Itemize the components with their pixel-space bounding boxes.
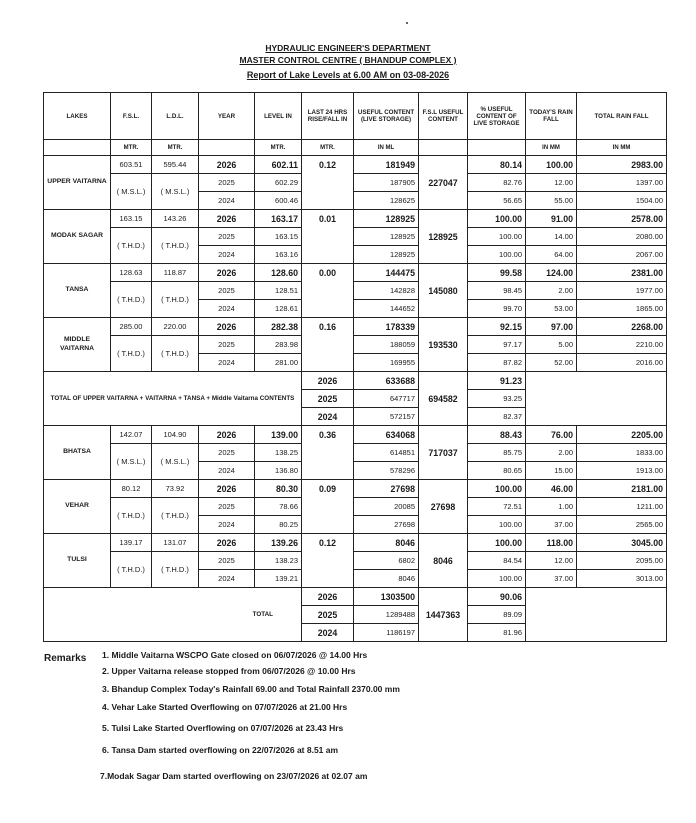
column-header-lakes: LAKES [44,93,111,140]
column-header-fsl-useful: F.S.L USEFUL CONTENT [419,93,468,140]
percent-useful: 100.00 [468,570,526,588]
fsl-value: 603.51 [111,156,152,174]
fsl-useful-content: 227047 [419,156,468,210]
total-rainfall: 2067.00 [577,246,667,264]
column-header-pct: % USEFUL CONTENT OF LIVE STORAGE [468,93,526,140]
year-value: 2025 [199,228,255,246]
remark-item: 3. Bhandup Complex Today's Rainfall 69.00 and Total Rainfall 2370.00 mm [102,684,400,694]
today-rainfall: 124.00 [526,264,577,282]
rise-fall-value: 0.36 [302,426,354,480]
fsl-value: 142.07 [111,426,152,444]
fsl-value: 128.63 [111,264,152,282]
total-rainfall: 3013.00 [577,570,667,588]
level-value: 139.26 [255,534,302,552]
useful-content-value: 27698 [354,480,419,498]
total-rainfall: 2016.00 [577,354,667,372]
today-rainfall: 15.00 [526,462,577,480]
datum-label: ( T.H.D.) [152,498,199,534]
year-value: 2024 [199,462,255,480]
percent-useful: 99.70 [468,300,526,318]
unit-cell: IN MM [577,140,667,156]
total-rainfall: 1913.00 [577,462,667,480]
scan-speck [406,22,408,24]
percent-useful: 91.23 [468,372,526,390]
level-value: 600.46 [255,192,302,210]
year-value: 2026 [199,480,255,498]
column-header-year: YEAR [199,93,255,140]
percent-useful: 84.54 [468,552,526,570]
year-value: 2025 [199,498,255,516]
unit-cell [419,140,468,156]
grand-total-row [44,588,667,606]
level-value: 602.29 [255,174,302,192]
today-rainfall: 76.00 [526,426,577,444]
level-value: 282.38 [255,318,302,336]
year-value: 2024 [199,246,255,264]
level-value: 138.23 [255,552,302,570]
table-row [44,264,667,282]
percent-useful: 72.51 [468,498,526,516]
percent-useful: 87.82 [468,354,526,372]
table-row [44,480,667,498]
table-row [44,174,667,192]
datum-label: ( T.H.D.) [152,336,199,372]
department-title: HYDRAULIC ENGINEER'S DEPARTMENT [265,43,431,53]
percent-useful: 98.45 [468,282,526,300]
total-rainfall: 2268.00 [577,318,667,336]
unit-cell: IN MM [526,140,577,156]
ldl-value: 118.87 [152,264,199,282]
lake-name: VEHAR [44,480,111,534]
table-row [44,156,667,174]
useful-content-value: 169955 [354,354,419,372]
today-rainfall: 118.00 [526,534,577,552]
year-value: 2024 [302,624,354,642]
today-rainfall: 1.00 [526,498,577,516]
fsl-useful-content: 694582 [419,372,468,426]
column-header-rise: LAST 24 HRS RISE/FALL IN [302,93,354,140]
level-value: 128.61 [255,300,302,318]
today-rainfall: 52.00 [526,354,577,372]
datum-label: ( T.H.D.) [111,552,152,588]
level-value: 163.15 [255,228,302,246]
useful-content-value: 647717 [354,390,419,408]
percent-useful: 56.65 [468,192,526,210]
grand-total-label: TOTAL [44,588,302,642]
datum-label: ( T.H.D.) [152,552,199,588]
datum-label: ( T.H.D.) [111,282,152,318]
today-rainfall: 100.00 [526,156,577,174]
table-row [44,498,667,516]
year-value: 2025 [199,174,255,192]
remark-item: 7.Modak Sagar Dam started overflowing on 23/07/2026 at 02.07 am [100,771,368,781]
ldl-value: 104.90 [152,426,199,444]
total-rainfall: 2210.00 [577,336,667,354]
year-value: 2024 [199,570,255,588]
ldl-value: 595.44 [152,156,199,174]
fsl-useful-content: 145080 [419,264,468,318]
percent-useful: 92.15 [468,318,526,336]
total-rainfall: 2578.00 [577,210,667,228]
ldl-value: 220.00 [152,318,199,336]
level-value: 80.25 [255,516,302,534]
useful-content-value: 1303500 [354,588,419,606]
lake-name: UPPER VAITARNA [44,156,111,210]
total-rainfall: 1833.00 [577,444,667,462]
subtotal-row [44,372,667,390]
today-rainfall: 12.00 [526,552,577,570]
table-row [44,228,667,246]
lake-name: MODAK SAGAR [44,210,111,264]
rise-fall-value: 0.00 [302,264,354,318]
total-rainfall: 2983.00 [577,156,667,174]
fsl-useful-content: 193530 [419,318,468,372]
level-value: 128.51 [255,282,302,300]
column-header-level: LEVEL IN [255,93,302,140]
level-value: 136.80 [255,462,302,480]
today-rainfall: 53.00 [526,300,577,318]
year-value: 2024 [199,300,255,318]
level-value: 281.00 [255,354,302,372]
table-row [44,282,667,300]
today-rainfall: 37.00 [526,570,577,588]
column-header-useful: USEFUL CONTENT (LIVE STORAGE) [354,93,419,140]
useful-content-value: 144652 [354,300,419,318]
useful-content-value: 187905 [354,174,419,192]
year-value: 2026 [199,210,255,228]
today-rainfall: 14.00 [526,228,577,246]
unit-cell [44,140,111,156]
percent-useful: 85.75 [468,444,526,462]
fsl-useful-content: 27698 [419,480,468,534]
level-value: 78.66 [255,498,302,516]
datum-label: ( T.H.D.) [152,228,199,264]
table-row [44,426,667,444]
total-rainfall: 2381.00 [577,264,667,282]
total-rainfall: 2205.00 [577,426,667,444]
year-value: 2024 [199,516,255,534]
level-value: 139.21 [255,570,302,588]
fsl-useful-content: 1447363 [419,588,468,642]
percent-useful: 100.00 [468,210,526,228]
column-header-ldl: L.D.L. [152,93,199,140]
column-header-fsl: F.S.L. [111,93,152,140]
table-units-row [44,140,667,156]
level-value: 138.25 [255,444,302,462]
percent-useful: 80.14 [468,156,526,174]
year-value: 2026 [199,264,255,282]
datum-label: ( T.H.D.) [111,228,152,264]
today-rainfall: 2.00 [526,282,577,300]
percent-useful: 100.00 [468,534,526,552]
table-row [44,336,667,354]
today-rainfall: 91.00 [526,210,577,228]
year-value: 2025 [199,282,255,300]
year-value: 2025 [199,336,255,354]
ldl-value: 73.92 [152,480,199,498]
lake-name: MIDDLE VAITARNA [44,318,111,372]
percent-useful: 100.00 [468,246,526,264]
lake-levels-table [43,92,667,642]
fsl-value: 80.12 [111,480,152,498]
centre-title: MASTER CONTROL CENTRE ( BHANDUP COMPLEX ) [239,55,457,65]
percent-useful: 89.09 [468,606,526,624]
useful-content-value: 614851 [354,444,419,462]
lake-name: TULSI [44,534,111,588]
percent-useful: 88.43 [468,426,526,444]
year-value: 2026 [199,318,255,336]
useful-content-value: 128625 [354,192,419,210]
datum-label: ( T.H.D.) [111,498,152,534]
unit-cell: MTR. [302,140,354,156]
fsl-value: 163.15 [111,210,152,228]
unit-cell [468,140,526,156]
useful-content-value: 8046 [354,534,419,552]
remark-item: 5. Tulsi Lake Started Overflowing on 07/07/2026 at 23.43 Hrs [102,723,344,733]
ldl-value: 131.07 [152,534,199,552]
datum-label: ( M.S.L.) [111,444,152,480]
total-rainfall: 1504.00 [577,192,667,210]
rise-fall-value: 0.09 [302,480,354,534]
column-header-today-rain: TODAY'S RAIN FALL [526,93,577,140]
datum-label: ( T.H.D.) [152,282,199,318]
unit-cell [199,140,255,156]
today-rainfall: 97.00 [526,318,577,336]
total-rainfall: 1211.00 [577,498,667,516]
datum-label: ( M.S.L.) [111,174,152,210]
rise-fall-value: 0.01 [302,210,354,264]
total-rainfall: 2080.00 [577,228,667,246]
ldl-value: 143.26 [152,210,199,228]
useful-content-value: 128925 [354,246,419,264]
level-value: 139.00 [255,426,302,444]
fsl-value: 139.17 [111,534,152,552]
table-row [44,534,667,552]
percent-useful: 100.00 [468,516,526,534]
year-value: 2025 [199,552,255,570]
percent-useful: 99.58 [468,264,526,282]
percent-useful: 100.00 [468,480,526,498]
empty-cell [526,588,667,642]
remarks-title: Remarks [44,653,87,664]
useful-content-value: 27698 [354,516,419,534]
table-row [44,444,667,462]
percent-useful: 80.65 [468,462,526,480]
remark-item: 2. Upper Vaitarna release stopped from 06/07/2026 @ 10.00 Hrs [102,666,356,676]
useful-content-value: 142828 [354,282,419,300]
year-value: 2024 [302,408,354,426]
percent-useful: 82.37 [468,408,526,426]
fsl-useful-content: 128925 [419,210,468,264]
table-header-row [44,93,667,140]
unit-cell: IN ML [354,140,419,156]
report-title: Report of Lake Levels at 6.00 AM on 03-08-2026 [246,70,450,80]
level-value: 80.30 [255,480,302,498]
lake-name: BHATSA [44,426,111,480]
useful-content-value: 634068 [354,426,419,444]
year-value: 2024 [199,354,255,372]
percent-useful: 81.96 [468,624,526,642]
useful-content-value: 188059 [354,336,419,354]
remark-item: 4. Vehar Lake Started Overflowing on 07/07/2026 at 21.00 Hrs [102,702,348,712]
fsl-useful-content: 8046 [419,534,468,588]
datum-label: ( M.S.L.) [152,174,199,210]
datum-label: ( M.S.L.) [152,444,199,480]
total-rainfall: 2565.00 [577,516,667,534]
unit-cell: MTR. [111,140,152,156]
rise-fall-value: 0.12 [302,156,354,210]
level-value: 283.98 [255,336,302,354]
table-row [44,210,667,228]
total-rainfall: 2181.00 [577,480,667,498]
today-rainfall: 12.00 [526,174,577,192]
today-rainfall: 5.00 [526,336,577,354]
today-rainfall: 55.00 [526,192,577,210]
total-rainfall: 3045.00 [577,534,667,552]
empty-cell [526,372,667,426]
useful-content-value: 128925 [354,228,419,246]
year-value: 2025 [302,390,354,408]
useful-content-value: 578296 [354,462,419,480]
year-value: 2026 [199,534,255,552]
level-value: 602.11 [255,156,302,174]
percent-useful: 82.76 [468,174,526,192]
lake-name: TANSA [44,264,111,318]
year-value: 2026 [302,372,354,390]
useful-content-value: 128925 [354,210,419,228]
today-rainfall: 46.00 [526,480,577,498]
remark-item: 1. Middle Vaitarna WSCPO Gate closed on 06/07/2026 @ 14.00 Hrs [102,650,368,660]
today-rainfall: 37.00 [526,516,577,534]
year-value: 2026 [302,588,354,606]
fsl-useful-content: 717037 [419,426,468,480]
percent-useful: 97.17 [468,336,526,354]
year-value: 2025 [199,444,255,462]
level-value: 163.17 [255,210,302,228]
useful-content-value: 178339 [354,318,419,336]
table-row [44,552,667,570]
rise-fall-value: 0.12 [302,534,354,588]
unit-cell: MTR. [152,140,199,156]
column-header-total-rain: TOTAL RAIN FALL [577,93,667,140]
level-value: 163.16 [255,246,302,264]
useful-content-value: 181949 [354,156,419,174]
today-rainfall: 64.00 [526,246,577,264]
year-value: 2024 [199,192,255,210]
useful-content-value: 144475 [354,264,419,282]
table-row [44,318,667,336]
percent-useful: 93.25 [468,390,526,408]
today-rainfall: 2.00 [526,444,577,462]
useful-content-value: 633688 [354,372,419,390]
total-rainfall: 2095.00 [577,552,667,570]
useful-content-value: 572157 [354,408,419,426]
total-rainfall: 1865.00 [577,300,667,318]
percent-useful: 100.00 [468,228,526,246]
useful-content-value: 8046 [354,570,419,588]
year-value: 2026 [199,426,255,444]
useful-content-value: 1289488 [354,606,419,624]
useful-content-value: 6802 [354,552,419,570]
year-value: 2026 [199,156,255,174]
subtotal-label: TOTAL OF UPPER VAITARNA + VAITARNA + TANSA + Middle Vaitarna CONTENTS [44,372,302,426]
datum-label: ( T.H.D.) [111,336,152,372]
useful-content-value: 20085 [354,498,419,516]
fsl-value: 285.00 [111,318,152,336]
total-rainfall: 1397.00 [577,174,667,192]
useful-content-value: 1186197 [354,624,419,642]
remark-item: 6. Tansa Dam started overflowing on 22/07/2026 at 8.51 am [102,745,339,755]
year-value: 2025 [302,606,354,624]
unit-cell: MTR. [255,140,302,156]
percent-useful: 90.06 [468,588,526,606]
total-rainfall: 1977.00 [577,282,667,300]
rise-fall-value: 0.16 [302,318,354,372]
level-value: 128.60 [255,264,302,282]
